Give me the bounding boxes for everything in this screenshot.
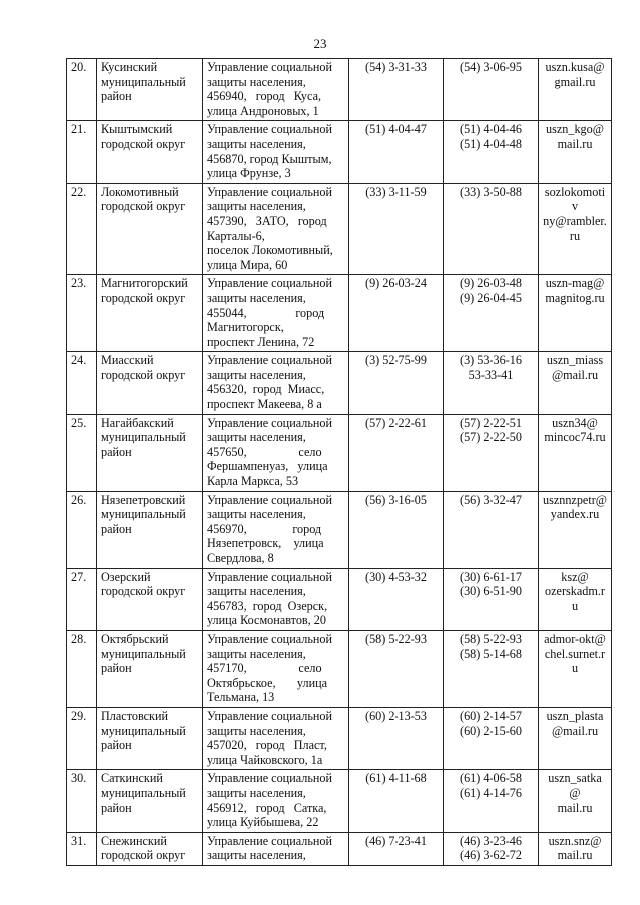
row-number-cell: 24. — [67, 352, 97, 414]
table-row — [67, 275, 612, 352]
email-cell — [539, 630, 612, 707]
social-protection-table — [66, 58, 612, 866]
address-line: 456912, город Сатка, — [207, 800, 327, 815]
district-name-cell: Саткинский муниципальный район — [97, 770, 203, 832]
phone-line: (56) 3-16-05 — [365, 492, 427, 507]
table-row — [67, 568, 612, 630]
fax-line: (46) 3-62-72 — [460, 848, 522, 863]
email-cell — [539, 491, 612, 568]
email-cell — [539, 59, 612, 121]
phone-line: (3) 52-75-99 — [365, 353, 427, 368]
address-line: 456783, город Озерск, — [207, 598, 328, 613]
phone-line: (33) 3-11-59 — [365, 184, 427, 199]
table-row — [67, 59, 612, 121]
fax-cell — [444, 183, 539, 275]
fax-cell — [444, 352, 539, 414]
address-line: Управление социальной — [207, 184, 333, 199]
address-cell — [203, 568, 349, 630]
phone-cell — [349, 770, 444, 832]
email-line[interactable]: admor-okt@ — [544, 631, 606, 646]
address-line: Магнитогорск, — [207, 320, 284, 335]
email-cell — [539, 568, 612, 630]
fax-cell — [444, 59, 539, 121]
address-line: улица Космонавтов, 20 — [207, 613, 326, 628]
email-line[interactable]: uszn.snz@ — [548, 833, 602, 848]
address-line: улица Фрунзе, 3 — [207, 166, 291, 181]
fax-cell — [444, 568, 539, 630]
address-line: Управление социальной — [207, 415, 333, 430]
fax-line: 53-33-41 — [468, 367, 514, 382]
row-number-cell: 29. — [67, 707, 97, 769]
email-line[interactable]: gmail.ru — [554, 74, 596, 89]
phone-cell — [349, 275, 444, 352]
address-cell — [203, 770, 349, 832]
table-row — [67, 352, 612, 414]
email-cell — [539, 707, 612, 769]
table-row — [67, 770, 612, 832]
phone-line: (46) 7-23-41 — [365, 833, 427, 848]
fax-cell — [444, 121, 539, 183]
address-line: защиты населения, — [207, 723, 306, 738]
email-line[interactable]: ru — [569, 228, 581, 243]
address-line: Управление социальной — [207, 631, 333, 646]
email-line[interactable]: @mail.ru — [551, 367, 599, 382]
fax-line: (46) 3-23-46 — [460, 833, 522, 848]
phone-line: (30) 4-53-32 — [365, 569, 427, 584]
address-line: улица Куйбышева, 22 — [207, 815, 319, 830]
address-line: улица Мира, 60 — [207, 257, 288, 272]
table-row — [67, 491, 612, 568]
fax-line: (51) 4-04-46 — [460, 122, 522, 137]
address-cell — [203, 414, 349, 491]
phone-line: (57) 2-22-61 — [365, 415, 427, 430]
row-number-cell: 21. — [67, 121, 97, 183]
row-number-cell: 27. — [67, 568, 97, 630]
table-row — [67, 630, 612, 707]
address-line: 456320, город Миасс, — [207, 382, 325, 397]
phone-line: (9) 26-03-24 — [365, 276, 427, 291]
address-line: 455044, город — [207, 305, 325, 320]
phone-cell — [349, 183, 444, 275]
district-name-cell: Озерский городской округ — [97, 568, 203, 630]
fax-line: (54) 3-06-95 — [460, 60, 522, 74]
fax-line: (61) 4-14-76 — [460, 785, 522, 800]
address-line: защиты населения, — [207, 785, 306, 800]
email-cell — [539, 832, 612, 865]
email-cell — [539, 414, 612, 491]
email-line[interactable]: ny@rambler. — [543, 213, 607, 228]
district-name-cell: Снежинский городской округ — [97, 832, 203, 865]
address-line: защиты населения, — [207, 136, 306, 151]
email-line[interactable]: mail.ru — [557, 800, 593, 815]
district-name-cell: Магнитогорский городской округ — [97, 275, 203, 352]
fax-cell — [444, 414, 539, 491]
fax-line: (30) 6-61-17 — [460, 569, 522, 584]
fax-cell — [444, 491, 539, 568]
address-line: 456870, город Кыштым, — [207, 151, 332, 166]
fax-cell — [444, 770, 539, 832]
fax-line: (51) 4-04-48 — [460, 136, 522, 151]
fax-line: (9) 26-03-48 — [460, 276, 522, 291]
phone-cell — [349, 568, 444, 630]
fax-line: (33) 3-50-88 — [460, 184, 522, 199]
phone-line: (60) 2-13-53 — [365, 708, 427, 723]
email-line[interactable]: uszn_miass — [546, 353, 604, 368]
address-cell — [203, 491, 349, 568]
email-line[interactable]: mail.ru — [557, 136, 593, 151]
address-line: 457170, село — [207, 661, 322, 676]
fax-line: (56) 3-32-47 — [460, 492, 522, 507]
email-line[interactable]: mail.ru — [557, 848, 593, 863]
phone-line: (58) 5-22-93 — [365, 631, 427, 646]
row-number-cell: 22. — [67, 183, 97, 275]
email-line[interactable]: usznnzpetr@ — [543, 492, 608, 507]
district-name-cell: Октябрьский муниципальный район — [97, 630, 203, 707]
address-line: Нязепетровск, улица — [207, 536, 324, 551]
row-number-cell: 20. — [67, 59, 97, 121]
address-line: Управление социальной — [207, 353, 333, 368]
row-number-cell: 23. — [67, 275, 97, 352]
address-line: улица Чайковского, 1а — [207, 752, 323, 767]
fax-line: (3) 53-36-16 — [460, 353, 522, 368]
address-line: защиты населения, — [207, 430, 306, 445]
email-cell — [539, 183, 612, 275]
address-line: защиты населения, — [207, 848, 306, 863]
fax-line: (57) 2-22-51 — [460, 415, 522, 430]
phone-cell — [349, 832, 444, 865]
table-row — [67, 832, 612, 865]
email-line[interactable]: uszn_satka@ — [548, 771, 602, 800]
phone-cell — [349, 491, 444, 568]
fax-line: (9) 26-04-45 — [460, 290, 522, 305]
district-name-cell: Кыштымский городской округ — [97, 121, 203, 183]
fax-line: (58) 5-22-93 — [460, 631, 522, 646]
address-line: Фершампенуаз, улица — [207, 459, 328, 474]
address-line: Октябрьское, улица — [207, 675, 328, 690]
email-line[interactable]: @mail.ru — [551, 723, 599, 738]
phone-cell — [349, 630, 444, 707]
fax-cell — [444, 832, 539, 865]
email-cell — [539, 275, 612, 352]
phone-cell — [349, 352, 444, 414]
address-line: защиты населения, — [207, 74, 306, 89]
address-line: Управление социальной — [207, 122, 333, 137]
email-cell — [539, 770, 612, 832]
email-line[interactable]: ksz@ — [561, 569, 589, 584]
fax-line: (30) 6-51-90 — [460, 584, 522, 599]
address-line: Управление социальной — [207, 569, 333, 584]
fax-cell — [444, 275, 539, 352]
row-number-cell: 28. — [67, 630, 97, 707]
address-line: Управление социальной — [207, 771, 333, 786]
fax-line: (57) 2-22-50 — [460, 430, 522, 445]
address-line: 456970, город — [207, 521, 322, 536]
table-row — [67, 707, 612, 769]
address-line: улица Андроновых, 1 — [207, 103, 319, 118]
address-cell — [203, 832, 349, 865]
address-line: Карталы-6, — [207, 228, 265, 243]
fax-line: (61) 4-06-58 — [460, 771, 522, 786]
address-line: проспект Ленина, 72 — [207, 334, 315, 349]
row-number-cell: 30. — [67, 770, 97, 832]
address-line: 456940, город Куса, — [207, 89, 322, 104]
district-name-cell: Нагайбакский муниципальный район — [97, 414, 203, 491]
address-cell — [203, 183, 349, 275]
address-line: 457020, город Пласт, — [207, 738, 327, 753]
address-line: Тельмана, 13 — [207, 690, 275, 705]
address-line: защиты населения, — [207, 290, 306, 305]
phone-cell — [349, 121, 444, 183]
email-line[interactable]: sozlokomotiv — [544, 184, 606, 214]
address-line: поселок Локомотивный, — [207, 243, 333, 258]
phone-line: (54) 3-31-33 — [365, 60, 427, 74]
address-line: Управление социальной — [207, 276, 333, 291]
district-name-cell: Локомотивный городской округ — [97, 183, 203, 275]
table-row — [67, 183, 612, 275]
email-line[interactable]: uszn_kgo@ — [546, 122, 604, 137]
address-line: защиты населения, — [207, 646, 306, 661]
address-line: защиты населения, — [207, 199, 306, 214]
address-line: защиты населения, — [207, 367, 306, 382]
email-line[interactable]: uszn_plasta — [546, 708, 604, 723]
email-cell — [539, 121, 612, 183]
address-line: Управление социальной — [207, 60, 333, 74]
email-line[interactable]: chel.surnet.ru — [544, 646, 606, 676]
phone-cell — [349, 59, 444, 121]
email-line[interactable]: uszn34@ — [552, 415, 598, 430]
phone-line: (51) 4-04-47 — [365, 122, 427, 137]
table-row — [67, 121, 612, 183]
address-line: проспект Макеева, 8 а — [207, 397, 322, 412]
address-line: Свердлова, 8 — [207, 551, 274, 565]
row-number-cell: 31. — [67, 832, 97, 865]
district-name-cell: Пластовский муниципальный район — [97, 707, 203, 769]
district-name-cell: Миасский городской округ — [97, 352, 203, 414]
address-line: Управление социальной — [207, 708, 333, 723]
email-line[interactable]: uszn-mag@ — [545, 276, 605, 291]
district-name-cell: Кусинский муниципальный район — [97, 59, 203, 121]
email-line[interactable]: ozerskadm.ru — [545, 584, 605, 613]
phone-line: (61) 4-11-68 — [365, 771, 427, 786]
fax-line: (58) 5-14-68 — [460, 646, 522, 661]
phone-cell — [349, 707, 444, 769]
address-cell — [203, 707, 349, 769]
address-line: Управление социальной — [207, 492, 333, 507]
email-line[interactable]: magnitog.ru — [545, 290, 605, 305]
address-cell — [203, 59, 349, 121]
address-line: Управление социальной — [207, 833, 333, 848]
fax-cell — [444, 707, 539, 769]
row-number-cell: 25. — [67, 414, 97, 491]
fax-cell — [444, 630, 539, 707]
address-cell — [203, 630, 349, 707]
email-line[interactable]: mincoc74.ru — [544, 430, 606, 445]
address-line: 457390, ЗАТО, город — [207, 213, 327, 228]
address-line: Карла Маркса, 53 — [207, 474, 299, 489]
row-number-cell: 26. — [67, 491, 97, 568]
address-cell — [203, 352, 349, 414]
table-row — [67, 414, 612, 491]
phone-cell — [349, 414, 444, 491]
address-line: 457650, село — [207, 444, 322, 459]
email-line[interactable]: yandex.ru — [550, 507, 600, 522]
email-line[interactable]: uszn.kusa@ — [545, 60, 605, 74]
table-body — [67, 59, 612, 866]
fax-line: (60) 2-15-60 — [460, 723, 522, 738]
address-cell — [203, 275, 349, 352]
address-cell — [203, 121, 349, 183]
address-line: защиты населения, — [207, 584, 306, 599]
email-cell — [539, 352, 612, 414]
address-line: защиты населения, — [207, 507, 306, 522]
fax-line: (60) 2-14-57 — [460, 708, 522, 723]
page-number: 23 — [313, 36, 327, 51]
district-name-cell: Нязепетровский муниципальный район — [97, 491, 203, 568]
